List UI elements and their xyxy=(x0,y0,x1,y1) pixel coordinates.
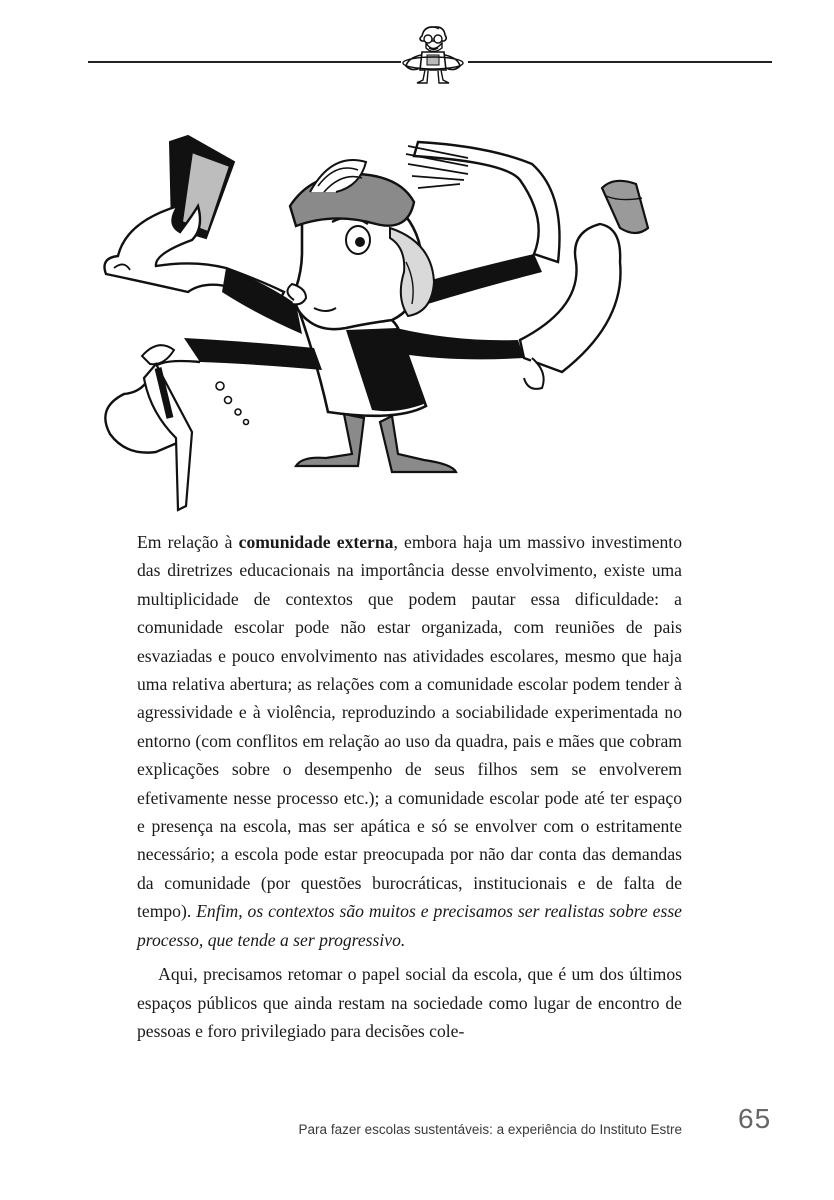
footer-book-title: Para fazer escolas sustentáveis: a experiência do Instituto Estre xyxy=(298,1122,682,1137)
multi-armed-character-illustration xyxy=(96,132,678,516)
header-rule-right xyxy=(468,61,772,63)
paragraph-1-italic-conclusion: Enfim, os contextos são muitos e precisamos ser realistas sobre esse processo, que tende a ser progressivo. xyxy=(137,901,682,950)
paragraph-1 xyxy=(137,528,682,954)
paragraph-1-body: , embora haja um massivo investimento das diretrizes educacionais na importância desse envolvimento, existe uma multiplicidade de contextos que podem pautar essa dificuldade: a comunidade escolar pode não estar organizada, com reuniões de pais esvaziadas e pouco envolvimento nas atividades escolares, mesmo que haja uma relativa abertura; as relações com a comunidade escolar podem tender à agressividade e à violência, reproduzindo a sociabilidade experimentada no entorno (com conflitos em relação ao uso da quadra, pais e mães que cobram explicações sobre o desempenho de seus filhos sem se envolverem efetivamente nesse processo etc.); a comunidade escolar pode até ter espaço e presença na escola, mas ser apática e só se envolver com o estritamente necessário; a escola pode estar preocupada por não dar conta das demandas da comunidade (por questões burocráticas, institucionais e de falta de tempo). xyxy=(137,532,682,922)
paragraph-1-intro: Em relação à xyxy=(137,532,239,552)
paragraph-1-bold-term: comunidade externa xyxy=(238,532,394,552)
cartoon-mascot-icon xyxy=(398,22,468,88)
paragraph-2: Aqui, precisamos retomar o papel social da escola, que é um dos últimos espaços públicos que ainda restam na sociedade como lugar de encontro de pessoas e foro privilegiado para decisões cole- xyxy=(137,964,682,1041)
body-text xyxy=(137,528,682,1045)
header-rule-left xyxy=(88,61,401,63)
page-number: 65 xyxy=(738,1103,772,1134)
